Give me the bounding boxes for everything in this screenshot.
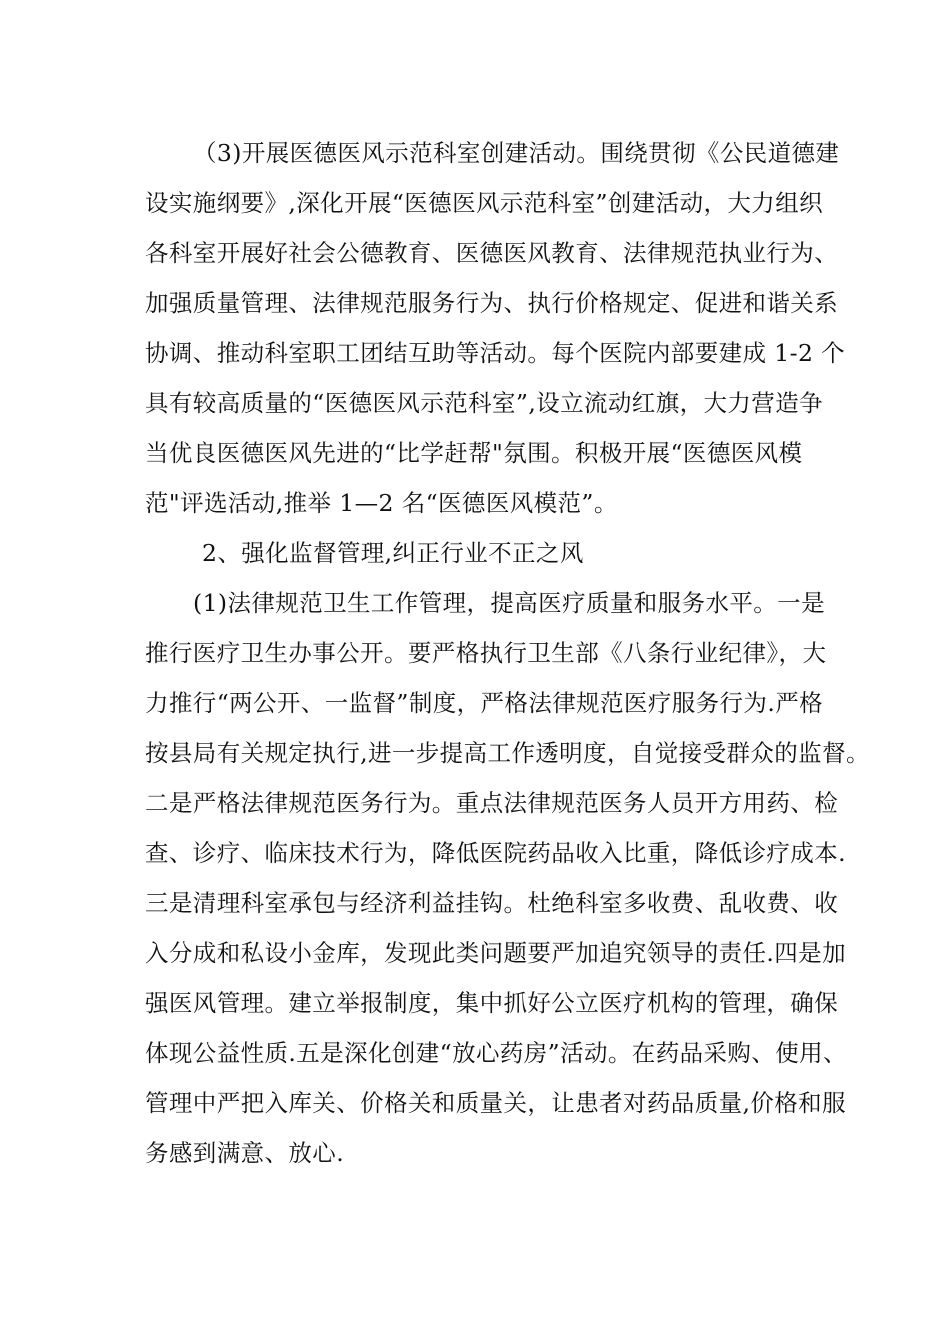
paragraph-line: 范"评选活动,推举 1—2 名“医德医风模范”。 bbox=[145, 489, 618, 517]
paragraph-line: 各科室开展好社会公德教育、医德医风教育、法律规范执业行为、 bbox=[145, 239, 839, 267]
paragraph-line: 查、诊疗、临床技术行为，降低医院药品收入比重，降低诊疗成本. bbox=[145, 839, 846, 867]
paragraph-line: 按县局有关规定执行,进一步提高工作透明度，自觉接受群众的监督。 bbox=[145, 739, 870, 767]
paragraph-line: 三是清理科室承包与经济利益挂钩。杜绝科室多收费、乱收费、收 bbox=[145, 889, 839, 917]
paragraph-line: 二是严格法律规范医务行为。重点法律规范医务人员开方用药、检 bbox=[145, 789, 839, 817]
paragraph-line: 入分成和私设小金库，发现此类问题要严加追究领导的责任.四是加 bbox=[145, 939, 846, 967]
paragraph-line: 推行医疗卫生办事公开。要严格执行卫生部《八条行业纪律》，大 bbox=[145, 639, 827, 667]
paragraph-line: 加强质量管理、法律规范服务行为、执行价格规定、促进和谐关系 bbox=[145, 289, 839, 317]
paragraph-line: 设实施纲要》,深化开展“医德医风示范科室”创建活动，大力组织 bbox=[145, 189, 823, 217]
section-heading: 2、强化监督管理,纠正行业不正之风 bbox=[202, 539, 584, 567]
paragraph-line: 体现公益性质.五是深化创建“放心药房”活动。在药品采购、使用、 bbox=[145, 1039, 847, 1067]
paragraph-line: (1)法律规范卫生工作管理，提高医疗质量和服务水平。一是 bbox=[193, 589, 825, 617]
paragraph-line: 管理中严把入库关、价格关和质量关，让患者对药品质量,价格和服 bbox=[145, 1089, 846, 1117]
paragraph-line: 务感到满意、放心. bbox=[145, 1139, 345, 1167]
paragraph-line: 强医风管理。建立举报制度，集中抓好公立医疗机构的管理，确保 bbox=[145, 989, 839, 1017]
paragraph-line: 具有较高质量的“医德医风示范科室”,设立流动红旗，大力营造争 bbox=[145, 389, 823, 417]
paragraph-line: 当优良医德医风先进的“比学赶帮"氛围。积极开展“医德医风模 bbox=[145, 439, 803, 467]
paragraph-line: （3)开展医德医风示范科室创建活动。围绕贯彻《公民道德建 bbox=[193, 139, 840, 167]
paragraph-line: 力推行“两公开、一监督”制度，严格法律规范医疗服务行为.严格 bbox=[145, 689, 823, 717]
paragraph-line: 协调、推动科室职工团结互助等活动。每个医院内部要建成 1-2 个 bbox=[145, 339, 846, 367]
